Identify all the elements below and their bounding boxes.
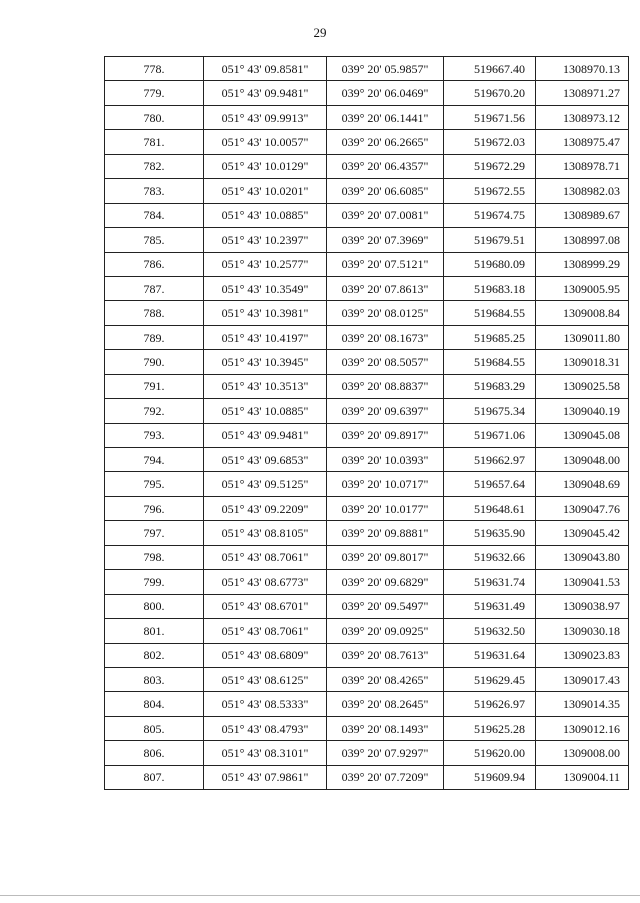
point-number-cell: 799. [105,570,204,594]
table-row [105,423,629,447]
table-row [105,374,629,398]
y-coordinate-cell: 1308999.29 [536,252,629,276]
point-number-cell: 789. [105,325,204,349]
y-coordinate-cell: 1309008.84 [536,301,629,325]
table-row [105,667,629,691]
longitude-cell: 039° 20' 07.8613" [327,276,444,300]
table-row [105,228,629,252]
table-row [105,130,629,154]
y-coordinate-cell: 1308971.27 [536,81,629,105]
point-number-cell: 800. [105,594,204,618]
table-row [105,154,629,178]
point-number-cell: 788. [105,301,204,325]
longitude-cell: 039° 20' 07.7209" [327,765,444,789]
point-number-cell: 805. [105,716,204,740]
latitude-cell: 051° 43' 08.6809" [204,643,327,667]
x-coordinate-cell: 519683.18 [444,276,536,300]
y-coordinate-cell: 1309040.19 [536,399,629,423]
longitude-cell: 039° 20' 07.9297" [327,741,444,765]
longitude-cell: 039° 20' 07.3969" [327,228,444,252]
point-number-cell: 779. [105,81,204,105]
table-row [105,521,629,545]
longitude-cell: 039° 20' 06.1441" [327,105,444,129]
table-row [105,594,629,618]
table-row [105,619,629,643]
x-coordinate-cell: 519631.74 [444,570,536,594]
x-coordinate-cell: 519635.90 [444,521,536,545]
table-row [105,692,629,716]
table-row [105,448,629,472]
x-coordinate-cell: 519657.64 [444,472,536,496]
longitude-cell: 039° 20' 10.0177" [327,496,444,520]
latitude-cell: 051° 43' 08.7061" [204,545,327,569]
y-coordinate-cell: 1308975.47 [536,130,629,154]
latitude-cell: 051° 43' 10.0885" [204,203,327,227]
longitude-cell: 039° 20' 10.0717" [327,472,444,496]
y-coordinate-cell: 1309045.08 [536,423,629,447]
x-coordinate-cell: 519629.45 [444,667,536,691]
latitude-cell: 051° 43' 09.6853" [204,448,327,472]
table-row [105,570,629,594]
y-coordinate-cell: 1309043.80 [536,545,629,569]
table-row [105,716,629,740]
latitude-cell: 051° 43' 09.8581" [204,57,327,81]
point-number-cell: 786. [105,252,204,276]
point-number-cell: 792. [105,399,204,423]
x-coordinate-cell: 519675.34 [444,399,536,423]
point-number-cell: 782. [105,154,204,178]
x-coordinate-cell: 519685.25 [444,325,536,349]
point-number-cell: 801. [105,619,204,643]
point-number-cell: 802. [105,643,204,667]
longitude-cell: 039° 20' 09.8017" [327,545,444,569]
longitude-cell: 039° 20' 06.2665" [327,130,444,154]
longitude-cell: 039° 20' 09.5497" [327,594,444,618]
latitude-cell: 051° 43' 07.9861" [204,765,327,789]
latitude-cell: 051° 43' 09.9481" [204,81,327,105]
x-coordinate-cell: 519632.50 [444,619,536,643]
page-bottom-rule [0,895,640,896]
y-coordinate-cell: 1309014.35 [536,692,629,716]
y-coordinate-cell: 1309018.31 [536,350,629,374]
table-row [105,741,629,765]
longitude-cell: 039° 20' 08.1493" [327,716,444,740]
point-number-cell: 797. [105,521,204,545]
y-coordinate-cell: 1309008.00 [536,741,629,765]
x-coordinate-cell: 519683.29 [444,374,536,398]
point-number-cell: 798. [105,545,204,569]
table-row [105,472,629,496]
latitude-cell: 051° 43' 08.3101" [204,741,327,765]
latitude-cell: 051° 43' 10.3549" [204,276,327,300]
latitude-cell: 051° 43' 08.6773" [204,570,327,594]
page-number: 29 [313,25,327,40]
point-number-cell: 791. [105,374,204,398]
latitude-cell: 051° 43' 08.6125" [204,667,327,691]
latitude-cell: 051° 43' 09.9481" [204,423,327,447]
longitude-cell: 039° 20' 09.6829" [327,570,444,594]
y-coordinate-cell: 1309011.80 [536,325,629,349]
longitude-cell: 039° 20' 08.4265" [327,667,444,691]
longitude-cell: 039° 20' 08.5057" [327,350,444,374]
point-number-cell: 803. [105,667,204,691]
point-number-cell: 790. [105,350,204,374]
x-coordinate-cell: 519631.49 [444,594,536,618]
y-coordinate-cell: 1308978.71 [536,154,629,178]
x-coordinate-cell: 519672.03 [444,130,536,154]
latitude-cell: 051° 43' 10.2577" [204,252,327,276]
point-number-cell: 794. [105,448,204,472]
longitude-cell: 039° 20' 07.0081" [327,203,444,227]
y-coordinate-cell: 1309005.95 [536,276,629,300]
latitude-cell: 051° 43' 10.2397" [204,228,327,252]
point-number-cell: 785. [105,228,204,252]
table-row [105,81,629,105]
y-coordinate-cell: 1308982.03 [536,179,629,203]
latitude-cell: 051° 43' 08.6701" [204,594,327,618]
x-coordinate-cell: 519680.09 [444,252,536,276]
point-number-cell: 778. [105,57,204,81]
point-number-cell: 793. [105,423,204,447]
x-coordinate-cell: 519620.00 [444,741,536,765]
point-number-cell: 807. [105,765,204,789]
x-coordinate-cell: 519609.94 [444,765,536,789]
table-row [105,57,629,81]
latitude-cell: 051° 43' 10.4197" [204,325,327,349]
y-coordinate-cell: 1309012.16 [536,716,629,740]
y-coordinate-cell: 1309030.18 [536,619,629,643]
point-number-cell: 784. [105,203,204,227]
y-coordinate-cell: 1309048.69 [536,472,629,496]
longitude-cell: 039° 20' 10.0393" [327,448,444,472]
x-coordinate-cell: 519684.55 [444,301,536,325]
y-coordinate-cell: 1308989.67 [536,203,629,227]
table-row [105,350,629,374]
x-coordinate-cell: 519632.66 [444,545,536,569]
longitude-cell: 039° 20' 05.9857" [327,57,444,81]
x-coordinate-cell: 519679.51 [444,228,536,252]
longitude-cell: 039° 20' 06.6085" [327,179,444,203]
table-row [105,765,629,789]
x-coordinate-cell: 519625.28 [444,716,536,740]
longitude-cell: 039° 20' 08.7613" [327,643,444,667]
longitude-cell: 039° 20' 09.6397" [327,399,444,423]
longitude-cell: 039° 20' 08.2645" [327,692,444,716]
x-coordinate-cell: 519684.55 [444,350,536,374]
y-coordinate-cell: 1309025.58 [536,374,629,398]
x-coordinate-cell: 519672.29 [444,154,536,178]
point-number-cell: 796. [105,496,204,520]
longitude-cell: 039° 20' 06.0469" [327,81,444,105]
longitude-cell: 039° 20' 07.5121" [327,252,444,276]
y-coordinate-cell: 1309017.43 [536,667,629,691]
y-coordinate-cell: 1309023.83 [536,643,629,667]
x-coordinate-cell: 519674.75 [444,203,536,227]
longitude-cell: 039° 20' 09.8881" [327,521,444,545]
point-number-cell: 804. [105,692,204,716]
latitude-cell: 051° 43' 10.0885" [204,399,327,423]
y-coordinate-cell: 1309047.76 [536,496,629,520]
point-number-cell: 806. [105,741,204,765]
latitude-cell: 051° 43' 10.3513" [204,374,327,398]
latitude-cell: 051° 43' 09.5125" [204,472,327,496]
longitude-cell: 039° 20' 08.1673" [327,325,444,349]
latitude-cell: 051° 43' 10.3981" [204,301,327,325]
longitude-cell: 039° 20' 08.8837" [327,374,444,398]
table-row [105,301,629,325]
latitude-cell: 051° 43' 08.5333" [204,692,327,716]
longitude-cell: 039° 20' 06.4357" [327,154,444,178]
latitude-cell: 051° 43' 08.7061" [204,619,327,643]
latitude-cell: 051° 43' 10.0129" [204,154,327,178]
y-coordinate-cell: 1309004.11 [536,765,629,789]
latitude-cell: 051° 43' 09.2209" [204,496,327,520]
point-number-cell: 780. [105,105,204,129]
y-coordinate-cell: 1308970.13 [536,57,629,81]
coordinates-table [104,56,629,790]
latitude-cell: 051° 43' 08.4793" [204,716,327,740]
table-row [105,643,629,667]
coordinates-table-body [105,57,629,790]
table-row [105,203,629,227]
point-number-cell: 795. [105,472,204,496]
latitude-cell: 051° 43' 10.3945" [204,350,327,374]
x-coordinate-cell: 519648.61 [444,496,536,520]
table-row [105,105,629,129]
y-coordinate-cell: 1309038.97 [536,594,629,618]
longitude-cell: 039° 20' 09.8917" [327,423,444,447]
latitude-cell: 051° 43' 10.0201" [204,179,327,203]
y-coordinate-cell: 1309045.42 [536,521,629,545]
table-row [105,276,629,300]
latitude-cell: 051° 43' 09.9913" [204,105,327,129]
point-number-cell: 783. [105,179,204,203]
x-coordinate-cell: 519671.06 [444,423,536,447]
longitude-cell: 039° 20' 08.0125" [327,301,444,325]
x-coordinate-cell: 519672.55 [444,179,536,203]
x-coordinate-cell: 519626.97 [444,692,536,716]
point-number-cell: 781. [105,130,204,154]
table-row [105,496,629,520]
x-coordinate-cell: 519670.20 [444,81,536,105]
longitude-cell: 039° 20' 09.0925" [327,619,444,643]
table-row [105,545,629,569]
y-coordinate-cell: 1308973.12 [536,105,629,129]
table-row [105,325,629,349]
point-number-cell: 787. [105,276,204,300]
x-coordinate-cell: 519667.40 [444,57,536,81]
table-row [105,399,629,423]
table-row [105,252,629,276]
x-coordinate-cell: 519631.64 [444,643,536,667]
x-coordinate-cell: 519671.56 [444,105,536,129]
y-coordinate-cell: 1309041.53 [536,570,629,594]
y-coordinate-cell: 1309048.00 [536,448,629,472]
latitude-cell: 051° 43' 10.0057" [204,130,327,154]
y-coordinate-cell: 1308997.08 [536,228,629,252]
x-coordinate-cell: 519662.97 [444,448,536,472]
latitude-cell: 051° 43' 08.8105" [204,521,327,545]
table-row [105,179,629,203]
